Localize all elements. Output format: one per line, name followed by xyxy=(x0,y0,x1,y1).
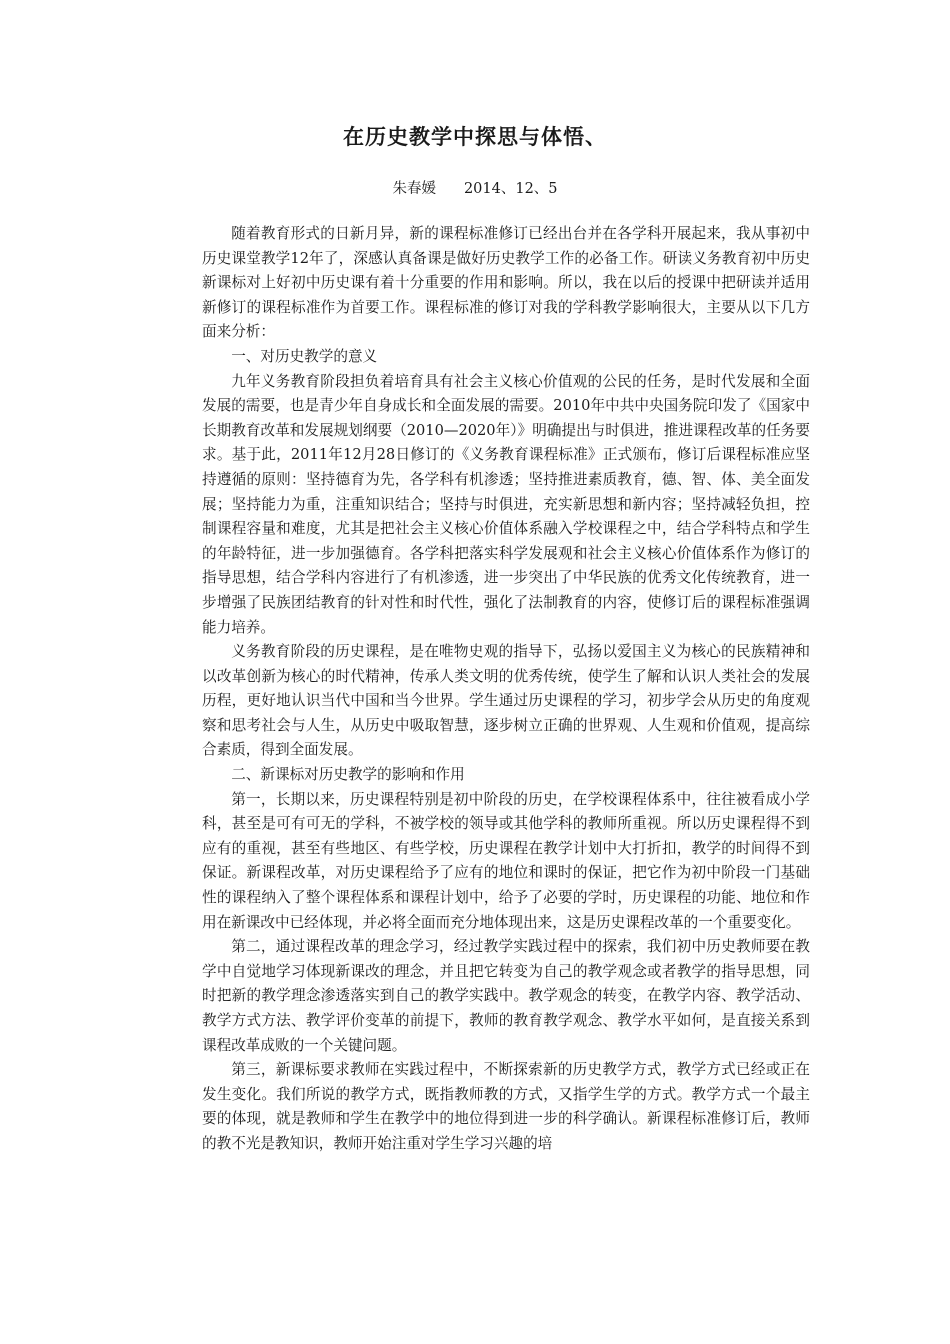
paragraph-third: 第三，新课标要求教师在实践过程中，不断探索新的历史教学方式，教学方式已经或正在发生变化。我们所说的教学方式，既指教师教的方式，又指学生学的方式。教学方式一个最主要的体现，就是教师和学生在教学中的地位得到进一步的科学确认。新课程标准修订后，教师的教不光是教知识，教师开始注重对学生学习兴趣的培 xyxy=(202,1061,810,1152)
paragraph-second: 第二，通过课程改革的理念学习，经过教学实践过程中的探索，我们初中历史教师要在教学中自觉地学习体现新课改的理念，并且把它转变为自己的教学观念或者教学的指导思想，同时把新的教学理念渗透落实到自己的教学实践中。教学观念的转变，在教学内容、教学活动、教学方式方法、教学评价变革的前提下，教师的教育教学观念、教学水平如何，是直接关系到课程改革成败的一个关键问题。 xyxy=(202,938,810,1054)
section-heading-1: 一、对历史教学的意义 xyxy=(231,347,378,365)
document-body xyxy=(202,222,810,1157)
paragraph-intro: 随着教育形式的日新月异，新的课程标准修订已经出台并在各学科开展起来，我从事初中历史课堂教学12年了，深感认真备课是做好历史教学工作的必备工作。研读义务教育初中历史新课标对上好初中历史课有着十分重要的作用和影响。所以，我在以后的授课中把研读并适用新修订的课程标准作为首要工作。课程标准的修订对我的学科教学影响很大，主要从以下几方面来分析： xyxy=(202,225,810,341)
author-name: 朱春媛 xyxy=(392,181,436,197)
section-heading-2: 二、新课标对历史教学的影响和作用 xyxy=(231,766,465,784)
byline xyxy=(0,177,950,198)
publish-date: 2014、12、5 xyxy=(463,181,558,197)
document-title: 在历史教学中探思与体悟、 xyxy=(343,124,607,149)
paragraph-history-course: 义务教育阶段的历史课程，是在唯物史观的指导下，弘扬以爱国主义为核心的民族精神和以改革创新为核心的时代精神，传承人类文明的优秀传统，使学生了解和认识人类社会的发展历程，更好地认识当代中国和当今世界。学生通过历史课程的学习，初步学会从历史的角度观察和思考社会与人生，从历史中吸取智慧，逐步树立正确的世界观、人生观和价值观，提高综合素质，得到全面发展。 xyxy=(202,643,810,759)
paragraph-first: 第一，长期以来，历史课程特别是初中阶段的历史，在学校课程体系中，往往被看成小学科，甚至是可有可无的学科，不被学校的领导或其他学科的教师所重视。所以历史课程得不到应有的重视，甚至有些地区、有些学校，历史课程在教学计划中大打折扣，教学的时间得不到保证。新课程改革，对历史课程给予了应有的地位和课时的保证，把它作为初中阶段一门基础性的课程纳入了整个课程体系和课程计划中，给予了必要的学时，历史课程的功能、地位和作用在新课改中已经体现，并必将全面而充分地体现出来，这是历史课程改革的一个重要变化。 xyxy=(202,790,810,931)
paragraph-significance: 九年义务教育阶段担负着培育具有社会主义核心价值观的公民的任务，是时代发展和全面发展的需要，也是青少年自身成长和全面发展的需要。2010年中共中央国务院印发了《国家中长期教育改革和发展规划纲要（2010—2020年）》明确提出与时俱进，推进课程改革的任务要求。基于此，2011年12月28日修订的《义务教育课程标准》正式颁布，修订后课程标准应坚持遵循的原则：坚持德育为先，各学科有机渗透；坚持推进素质教育，德、智、体、美全面发展；坚持能力为重，注重知识结合；坚持与时俱进，充实新思想和新内容；坚持减轻负担，控制课程容量和难度，尤其是把社会主义核心价值体系融入学校课程之中，结合学科特点和学生的年龄特征，进一步加强德育。各学科把落实科学发展观和社会主义核心价值体系作为修订的指导思想，结合学科内容进行了有机渗透，进一步突出了中华民族的优秀文化传统教育，进一步增强了民族团结教育的针对性和时代性，强化了法制教育的内容，使修订后的课程标准强调能力培养。 xyxy=(202,372,810,636)
